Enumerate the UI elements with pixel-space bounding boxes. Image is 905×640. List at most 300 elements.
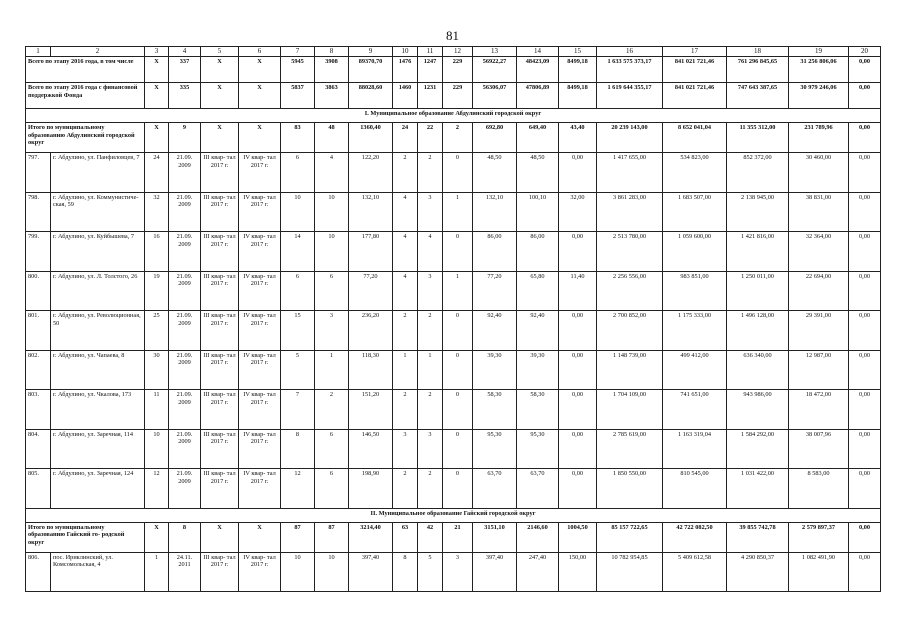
row-value-c4: 21.09. 2009 <box>169 271 201 311</box>
total-value-c20: 0,00 <box>849 522 881 552</box>
row-value-c9: 151,20 <box>349 390 393 430</box>
row-value-c12: 0 <box>443 469 473 509</box>
row-value-c15: 0,00 <box>559 390 597 430</box>
house-address: г. Абдулино, ул. Коммунистиче- ская, 59 <box>51 192 145 232</box>
total-value-c12: 229 <box>443 83 473 109</box>
row-value-c11: 2 <box>418 390 443 430</box>
row-value-c19: 29 391,00 <box>789 311 849 351</box>
total-value-c9: 88028,60 <box>349 83 393 109</box>
table-row <box>26 232 881 272</box>
column-number-cell: 14 <box>517 47 559 57</box>
row-value-c6: IV квар- тал 2017 г. <box>239 271 281 311</box>
row-value-c9: 146,50 <box>349 429 393 469</box>
total-value-c3: X <box>145 123 169 153</box>
column-number-cell: 11 <box>418 47 443 57</box>
row-value-c8: 10 <box>315 192 349 232</box>
row-value-c10: 4 <box>393 192 418 232</box>
total-label: Итого по муниципальному образованию Гайский го- родской округ <box>26 522 145 552</box>
total-value-c14: 649,40 <box>517 123 559 153</box>
total-value-c15: 8499,18 <box>559 83 597 109</box>
total-value-c14: 47806,89 <box>517 83 559 109</box>
row-value-c11: 2 <box>418 153 443 193</box>
municipality-total-row <box>26 522 881 552</box>
table-row <box>26 192 881 232</box>
total-value-c15: 43,40 <box>559 123 597 153</box>
column-number-cell: 2 <box>51 47 145 57</box>
total-value-c14: 48423,09 <box>517 57 559 83</box>
row-value-c4: 21.09. 2009 <box>169 153 201 193</box>
table-row <box>26 271 881 311</box>
row-value-c3: 24 <box>145 153 169 193</box>
row-number: 798. <box>26 192 51 232</box>
row-value-c7: 8 <box>281 429 315 469</box>
table-row <box>26 153 881 193</box>
total-value-c15: 8499,18 <box>559 57 597 83</box>
row-value-c12: 0 <box>443 232 473 272</box>
row-value-c19: 12 987,00 <box>789 350 849 390</box>
total-value-c12: 229 <box>443 57 473 83</box>
total-value-c13: 692,80 <box>473 123 517 153</box>
column-number-cell: 12 <box>443 47 473 57</box>
row-value-c15: 0,00 <box>559 311 597 351</box>
row-value-c18: 636 340,00 <box>727 350 789 390</box>
row-value-c6: IV квар- тал 2017 г. <box>239 350 281 390</box>
row-value-c10: 2 <box>393 311 418 351</box>
row-value-c5: III квар- тал 2017 г. <box>201 469 239 509</box>
total-value-c16: 85 157 722,65 <box>597 522 663 552</box>
row-value-c10: 4 <box>393 271 418 311</box>
row-value-c13: 95,30 <box>473 429 517 469</box>
total-value-c20: 0,00 <box>849 57 881 83</box>
house-address: г. Абдулино, ул. Куйбышева, 7 <box>51 232 145 272</box>
total-value-c11: 1247 <box>418 57 443 83</box>
row-value-c14: 39,30 <box>517 350 559 390</box>
row-value-c17: 983 851,00 <box>663 271 727 311</box>
row-value-c7: 14 <box>281 232 315 272</box>
total-value-c10: 1476 <box>393 57 418 83</box>
row-value-c18: 4 290 850,37 <box>727 552 789 592</box>
total-value-c8: 48 <box>315 123 349 153</box>
row-value-c9: 77,20 <box>349 271 393 311</box>
column-number-cell: 3 <box>145 47 169 57</box>
column-number-cell: 18 <box>727 47 789 57</box>
row-value-c13: 132,10 <box>473 192 517 232</box>
row-value-c6: IV квар- тал 2017 г. <box>239 232 281 272</box>
row-value-c13: 39,30 <box>473 350 517 390</box>
section-title: II. Муниципальное образование Гайский городской округ <box>26 508 881 522</box>
row-value-c3: 12 <box>145 469 169 509</box>
total-value-c3: X <box>145 57 169 83</box>
row-value-c13: 48,50 <box>473 153 517 193</box>
row-value-c14: 65,80 <box>517 271 559 311</box>
row-value-c12: 0 <box>443 390 473 430</box>
row-value-c6: IV квар- тал 2017 г. <box>239 153 281 193</box>
row-value-c7: 15 <box>281 311 315 351</box>
total-value-c17: 42 722 082,50 <box>663 522 727 552</box>
row-value-c19: 38 831,00 <box>789 192 849 232</box>
total-value-c15: 1004,50 <box>559 522 597 552</box>
total-value-c6: X <box>239 123 281 153</box>
row-value-c10: 3 <box>393 429 418 469</box>
column-number-cell: 10 <box>393 47 418 57</box>
row-value-c14: 95,30 <box>517 429 559 469</box>
total-value-c7: 83 <box>281 123 315 153</box>
total-value-c12: 21 <box>443 522 473 552</box>
row-value-c3: 30 <box>145 350 169 390</box>
row-value-c10: 2 <box>393 153 418 193</box>
row-value-c3: 11 <box>145 390 169 430</box>
row-value-c6: IV квар- тал 2017 г. <box>239 192 281 232</box>
total-value-c16: 1 619 644 355,17 <box>597 83 663 109</box>
row-value-c12: 0 <box>443 311 473 351</box>
row-value-c10: 8 <box>393 552 418 592</box>
row-value-c18: 1 421 816,00 <box>727 232 789 272</box>
row-value-c15: 0,00 <box>559 153 597 193</box>
row-value-c16: 2 513 780,00 <box>597 232 663 272</box>
total-value-c17: 841 021 721,46 <box>663 57 727 83</box>
row-value-c3: 10 <box>145 429 169 469</box>
house-address: пос. Ириклинский, ул. Комсомольская, 4 <box>51 552 145 592</box>
column-number-cell: 5 <box>201 47 239 57</box>
row-value-c20: 0,00 <box>849 469 881 509</box>
row-value-c14: 58,30 <box>517 390 559 430</box>
row-value-c5: III квар- тал 2017 г. <box>201 232 239 272</box>
row-value-c20: 0,00 <box>849 429 881 469</box>
house-address: г. Абдулино, ул. Заречная, 114 <box>51 429 145 469</box>
section-title: I. Муниципальное образование Абдулинский городской округ <box>26 109 881 123</box>
column-number-cell: 7 <box>281 47 315 57</box>
row-value-c13: 77,20 <box>473 271 517 311</box>
row-value-c5: III квар- тал 2017 г. <box>201 192 239 232</box>
house-address: г. Абдулино, ул. Чкалова, 173 <box>51 390 145 430</box>
table-row <box>26 390 881 430</box>
row-value-c7: 5 <box>281 350 315 390</box>
total-value-c19: 31 256 806,06 <box>789 57 849 83</box>
row-value-c20: 0,00 <box>849 232 881 272</box>
row-value-c4: 21.09. 2009 <box>169 350 201 390</box>
row-value-c13: 86,00 <box>473 232 517 272</box>
housing-program-table <box>25 46 881 592</box>
total-value-c6: X <box>239 83 281 109</box>
row-value-c11: 1 <box>418 350 443 390</box>
total-value-c6: X <box>239 57 281 83</box>
row-value-c13: 58,30 <box>473 390 517 430</box>
total-label: Всего по этапу 2016 года, в том числе <box>26 57 145 83</box>
column-number-cell: 8 <box>315 47 349 57</box>
row-value-c18: 1 031 422,00 <box>727 469 789 509</box>
row-value-c19: 8 583,00 <box>789 469 849 509</box>
row-value-c12: 1 <box>443 192 473 232</box>
row-value-c4: 21.09. 2009 <box>169 469 201 509</box>
total-value-c4: 337 <box>169 57 201 83</box>
row-value-c8: 6 <box>315 271 349 311</box>
row-value-c20: 0,00 <box>849 552 881 592</box>
row-value-c5: III квар- тал 2017 г. <box>201 153 239 193</box>
row-value-c6: IV квар- тал 2017 г. <box>239 311 281 351</box>
row-value-c18: 1 250 011,00 <box>727 271 789 311</box>
row-value-c17: 741 651,00 <box>663 390 727 430</box>
column-number-cell: 9 <box>349 47 393 57</box>
row-value-c16: 10 782 954,85 <box>597 552 663 592</box>
row-value-c13: 397,40 <box>473 552 517 592</box>
row-value-c5: III квар- тал 2017 г. <box>201 390 239 430</box>
row-value-c8: 10 <box>315 552 349 592</box>
row-value-c11: 4 <box>418 232 443 272</box>
row-number: 803. <box>26 390 51 430</box>
total-value-c5: X <box>201 522 239 552</box>
row-value-c14: 48,50 <box>517 153 559 193</box>
row-value-c6: IV квар- тал 2017 г. <box>239 429 281 469</box>
row-value-c14: 247,40 <box>517 552 559 592</box>
total-value-c4: 9 <box>169 123 201 153</box>
total-value-c10: 1460 <box>393 83 418 109</box>
row-value-c5: III квар- тал 2017 г. <box>201 552 239 592</box>
total-value-c17: 8 652 041,04 <box>663 123 727 153</box>
row-value-c5: III квар- тал 2017 г. <box>201 429 239 469</box>
row-number: 806. <box>26 552 51 592</box>
total-value-c4: 8 <box>169 522 201 552</box>
section-title-row <box>26 508 881 522</box>
row-value-c20: 0,00 <box>849 390 881 430</box>
column-number-cell: 1 <box>26 47 51 57</box>
row-value-c8: 6 <box>315 429 349 469</box>
total-value-c7: 5837 <box>281 83 315 109</box>
row-value-c20: 0,00 <box>849 153 881 193</box>
house-address: г. Абдулино, ул. Заречная, 124 <box>51 469 145 509</box>
row-value-c18: 852 372,00 <box>727 153 789 193</box>
row-value-c16: 1 850 550,00 <box>597 469 663 509</box>
row-value-c16: 1 417 655,00 <box>597 153 663 193</box>
row-value-c5: III квар- тал 2017 г. <box>201 311 239 351</box>
row-value-c20: 0,00 <box>849 311 881 351</box>
row-value-c17: 5 409 612,58 <box>663 552 727 592</box>
row-value-c12: 0 <box>443 429 473 469</box>
total-value-c3: X <box>145 522 169 552</box>
row-value-c7: 10 <box>281 552 315 592</box>
table-row <box>26 469 881 509</box>
row-value-c3: 16 <box>145 232 169 272</box>
house-address: г. Абдулино, ул. Панфиловцев, 7 <box>51 153 145 193</box>
row-value-c3: 25 <box>145 311 169 351</box>
row-value-c4: 21.09. 2009 <box>169 390 201 430</box>
total-value-c6: X <box>239 522 281 552</box>
row-value-c12: 1 <box>443 271 473 311</box>
column-number-cell: 13 <box>473 47 517 57</box>
table-row <box>26 350 881 390</box>
row-value-c19: 38 007,96 <box>789 429 849 469</box>
row-number: 802. <box>26 350 51 390</box>
row-value-c8: 10 <box>315 232 349 272</box>
row-number: 801. <box>26 311 51 351</box>
row-value-c14: 63,70 <box>517 469 559 509</box>
row-value-c11: 3 <box>418 271 443 311</box>
total-value-c10: 63 <box>393 522 418 552</box>
total-value-c12: 2 <box>443 123 473 153</box>
row-value-c6: IV квар- тал 2017 г. <box>239 390 281 430</box>
row-number: 800. <box>26 271 51 311</box>
row-value-c15: 0,00 <box>559 469 597 509</box>
row-value-c18: 943 986,00 <box>727 390 789 430</box>
column-number-cell: 4 <box>169 47 201 57</box>
stage-total-row <box>26 57 881 83</box>
total-value-c11: 22 <box>418 123 443 153</box>
row-value-c7: 7 <box>281 390 315 430</box>
row-value-c11: 2 <box>418 311 443 351</box>
column-number-cell: 15 <box>559 47 597 57</box>
row-value-c20: 0,00 <box>849 271 881 311</box>
row-value-c3: 32 <box>145 192 169 232</box>
section-title-row <box>26 109 881 123</box>
total-value-c11: 1231 <box>418 83 443 109</box>
total-value-c13: 56306,07 <box>473 83 517 109</box>
row-value-c19: 30 460,00 <box>789 153 849 193</box>
row-value-c15: 0,00 <box>559 232 597 272</box>
row-value-c5: III квар- тал 2017 г. <box>201 271 239 311</box>
row-value-c17: 1 175 333,00 <box>663 311 727 351</box>
table-row <box>26 429 881 469</box>
row-value-c17: 1 163 319,04 <box>663 429 727 469</box>
total-value-c13: 56922,27 <box>473 57 517 83</box>
total-value-c18: 761 296 845,65 <box>727 57 789 83</box>
row-value-c17: 810 545,00 <box>663 469 727 509</box>
row-value-c12: 0 <box>443 153 473 193</box>
total-value-c19: 30 979 246,06 <box>789 83 849 109</box>
row-value-c10: 2 <box>393 390 418 430</box>
row-value-c16: 2 256 556,00 <box>597 271 663 311</box>
row-number: 797. <box>26 153 51 193</box>
row-value-c6: IV квар- тал 2017 г. <box>239 469 281 509</box>
total-label: Итого по муниципальному образованию Абдулинский городской округ <box>26 123 145 153</box>
total-value-c13: 3151,10 <box>473 522 517 552</box>
total-value-c18: 747 643 387,65 <box>727 83 789 109</box>
row-value-c19: 32 364,00 <box>789 232 849 272</box>
row-value-c10: 4 <box>393 232 418 272</box>
row-number: 804. <box>26 429 51 469</box>
column-number-cell: 17 <box>663 47 727 57</box>
row-value-c20: 0,00 <box>849 350 881 390</box>
row-value-c4: 21.09. 2009 <box>169 311 201 351</box>
total-value-c8: 3908 <box>315 57 349 83</box>
row-value-c6: IV квар- тал 2017 г. <box>239 552 281 592</box>
total-value-c16: 20 239 143,00 <box>597 123 663 153</box>
row-value-c3: 1 <box>145 552 169 592</box>
total-value-c3: X <box>145 83 169 109</box>
row-value-c15: 150,00 <box>559 552 597 592</box>
total-value-c9: 3214,40 <box>349 522 393 552</box>
row-value-c13: 63,70 <box>473 469 517 509</box>
row-value-c9: 198,90 <box>349 469 393 509</box>
total-value-c19: 2 579 897,37 <box>789 522 849 552</box>
row-value-c7: 6 <box>281 271 315 311</box>
row-value-c11: 2 <box>418 469 443 509</box>
total-value-c7: 87 <box>281 522 315 552</box>
row-value-c19: 1 082 491,90 <box>789 552 849 592</box>
total-value-c9: 89370,70 <box>349 57 393 83</box>
row-value-c18: 1 584 292,00 <box>727 429 789 469</box>
total-value-c18: 11 355 312,00 <box>727 123 789 153</box>
row-value-c4: 24.11. 2011 <box>169 552 201 592</box>
row-value-c14: 86,00 <box>517 232 559 272</box>
total-value-c8: 3863 <box>315 83 349 109</box>
total-value-c5: X <box>201 57 239 83</box>
column-number-row <box>26 47 881 57</box>
total-value-c20: 0,00 <box>849 83 881 109</box>
row-value-c5: III квар- тал 2017 г. <box>201 350 239 390</box>
row-value-c9: 236,20 <box>349 311 393 351</box>
table-row <box>26 311 881 351</box>
column-number-cell: 19 <box>789 47 849 57</box>
total-value-c7: 5945 <box>281 57 315 83</box>
total-value-c19: 231 789,96 <box>789 123 849 153</box>
row-value-c8: 2 <box>315 390 349 430</box>
row-value-c9: 122,20 <box>349 153 393 193</box>
house-address: г. Абдулино, ул. Л. Толстого, 26 <box>51 271 145 311</box>
row-value-c16: 2 785 619,00 <box>597 429 663 469</box>
row-value-c18: 2 138 945,00 <box>727 192 789 232</box>
row-value-c8: 6 <box>315 469 349 509</box>
row-value-c7: 6 <box>281 153 315 193</box>
row-value-c15: 32,00 <box>559 192 597 232</box>
total-value-c5: X <box>201 83 239 109</box>
row-value-c3: 19 <box>145 271 169 311</box>
row-value-c15: 0,00 <box>559 350 597 390</box>
row-value-c17: 499 412,00 <box>663 350 727 390</box>
total-value-c10: 24 <box>393 123 418 153</box>
row-value-c14: 100,10 <box>517 192 559 232</box>
total-value-c16: 1 633 575 373,17 <box>597 57 663 83</box>
total-value-c8: 87 <box>315 522 349 552</box>
row-value-c14: 92,40 <box>517 311 559 351</box>
row-value-c7: 12 <box>281 469 315 509</box>
row-value-c8: 4 <box>315 153 349 193</box>
row-value-c20: 0,00 <box>849 192 881 232</box>
row-value-c15: 11,40 <box>559 271 597 311</box>
total-value-c14: 2146,60 <box>517 522 559 552</box>
row-value-c8: 3 <box>315 311 349 351</box>
row-value-c11: 5 <box>418 552 443 592</box>
house-address: г. Абдулино, ул. Чапаева, 8 <box>51 350 145 390</box>
row-value-c9: 118,30 <box>349 350 393 390</box>
stage-fund-total-row <box>26 83 881 109</box>
row-value-c17: 534 823,00 <box>663 153 727 193</box>
row-value-c10: 1 <box>393 350 418 390</box>
row-value-c12: 0 <box>443 350 473 390</box>
column-number-cell: 16 <box>597 47 663 57</box>
row-value-c9: 177,80 <box>349 232 393 272</box>
row-value-c19: 18 472,00 <box>789 390 849 430</box>
row-value-c10: 2 <box>393 469 418 509</box>
column-number-cell: 20 <box>849 47 881 57</box>
municipality-total-row <box>26 123 881 153</box>
row-value-c4: 21.09. 2009 <box>169 232 201 272</box>
row-value-c16: 3 861 283,00 <box>597 192 663 232</box>
row-value-c16: 2 700 852,00 <box>597 311 663 351</box>
total-value-c4: 335 <box>169 83 201 109</box>
row-value-c17: 1 683 507,00 <box>663 192 727 232</box>
total-value-c11: 42 <box>418 522 443 552</box>
total-value-c18: 39 855 742,78 <box>727 522 789 552</box>
row-value-c19: 22 694,00 <box>789 271 849 311</box>
total-value-c9: 1360,40 <box>349 123 393 153</box>
row-value-c16: 1 704 109,00 <box>597 390 663 430</box>
house-address: г. Абдулино, ул. Революционная, 50 <box>51 311 145 351</box>
row-value-c17: 1 059 600,00 <box>663 232 727 272</box>
total-value-c20: 0,00 <box>849 123 881 153</box>
page-number: 81 <box>446 28 459 43</box>
total-label: Всего по этапу 2016 года с финансовой поддержкой Фонда <box>26 83 145 109</box>
row-value-c4: 21.09. 2009 <box>169 429 201 469</box>
row-value-c18: 1 496 128,00 <box>727 311 789 351</box>
